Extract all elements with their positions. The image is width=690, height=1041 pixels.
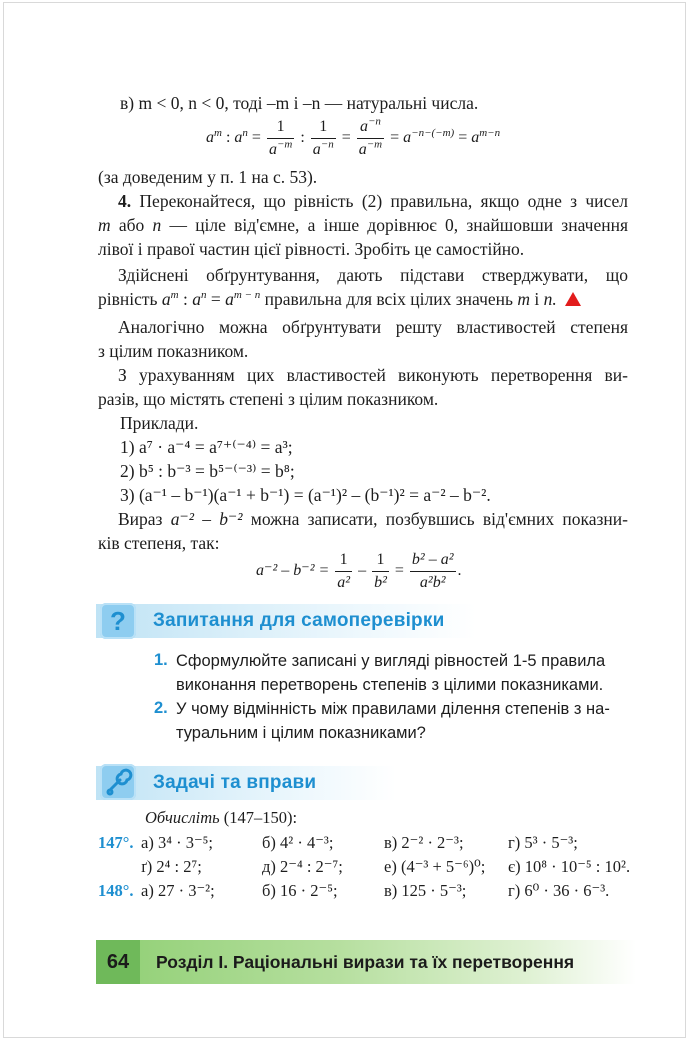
expression-text: Вираз — [118, 509, 163, 529]
formula-minus: – — [358, 562, 367, 580]
case-line — [120, 92, 478, 115]
fraction — [311, 117, 336, 160]
fraction-numerator: 1 — [311, 117, 336, 139]
expression-text: можна записати, позбувшись від'ємних показни- — [250, 509, 628, 529]
formula-eq: = — [251, 129, 261, 147]
formula-base: a — [403, 129, 412, 147]
justification-text: і — [534, 289, 540, 309]
compute-label: Обчисліть — [145, 808, 220, 827]
justification-line2 — [98, 288, 581, 311]
formula-exp: −n−(−m) — [411, 126, 455, 139]
fraction-denominator: a²b² — [419, 574, 446, 591]
formula-exp: m — [214, 126, 222, 139]
analog-line2: з цілим показником. — [98, 341, 249, 361]
considering-line2: разів, що містять степені з цілим показником. — [98, 389, 439, 409]
fraction-numerator: b² – a² — [410, 550, 456, 572]
compute-line — [145, 808, 297, 828]
fraction-numerator: a — [359, 118, 368, 135]
question-2-line1: У чому відмінність між правилами ділення степенів з на- — [176, 700, 610, 718]
task-147-v: в) 2⁻² · 2⁻³; — [384, 833, 464, 852]
proof-ref: (за доведеним у п. 1 на с. 53). — [98, 167, 318, 187]
formula-base: a — [234, 129, 243, 147]
analog-line1 — [98, 316, 628, 339]
considering-text: З урахуванням цих властивостей виконують перетворення ви- — [118, 365, 628, 385]
examples-title: Приклади. — [120, 413, 199, 433]
formula-lhs: a⁻² – b⁻² = — [256, 562, 330, 580]
task-148-v: в) 125 · 5⁻³; — [384, 881, 467, 900]
task-147-g: г) 5³ · 5⁻³; — [508, 833, 578, 852]
task-148-a: а) 27 · 3⁻²; — [141, 881, 215, 900]
task-147-e: е) (4⁻³ + 5⁻⁶)⁰; — [384, 857, 486, 876]
wrench-icon — [100, 764, 136, 800]
formula-exp: m — [170, 289, 179, 302]
fraction-numerator: 1 — [372, 550, 389, 572]
fraction-numerator: 1 — [335, 550, 352, 572]
task-147-ye: є) 10⁸ · 10⁻⁵ : 10². — [508, 857, 631, 876]
justification-text: рівність — [98, 289, 158, 309]
tasks-icon — [100, 764, 136, 800]
page-number: 64 — [96, 940, 140, 984]
justification-text: Здійснені обґрунтування, дають підстави стверджувати, що — [118, 265, 628, 285]
question-1-line1: Сформулюйте записані у вигляді рівностей 1-5 правила — [176, 652, 606, 670]
formula-base: a — [206, 129, 214, 147]
question-2-line2: туральним і цілим показниками? — [176, 724, 426, 742]
step4-block — [98, 191, 628, 211]
fraction-denominator: a — [358, 141, 367, 158]
expression-line2: ків степеня, так: — [98, 533, 220, 553]
expression-formula: a⁻² – b⁻² — [170, 509, 243, 529]
fraction — [410, 550, 456, 593]
task-147-number: 147°. — [98, 833, 134, 852]
fraction — [267, 117, 294, 160]
task-147-d: д) 2⁻⁴ : 2⁻⁷; — [262, 857, 343, 876]
var-m: m — [517, 289, 531, 309]
case-condition: m < 0, n < 0, тоді –m і –n — натуральні числа. — [138, 93, 479, 113]
formula-base: a — [225, 289, 234, 309]
task-147-a: а) 3⁴ · 3⁻⁵; — [141, 833, 213, 852]
fraction — [335, 550, 352, 593]
task-147-g2: ґ) 2⁴ : 2⁷; — [141, 857, 202, 876]
considering-line1 — [98, 364, 628, 387]
case-label: в) — [120, 93, 135, 113]
analog-text: Аналогічно можна обґрунтувати решту властивостей степеня — [118, 317, 628, 337]
formula-division: $a^m$ : $a^n$ = $\frac{1}{a^{-m}}$ : $\frac{1}{a^{-n}}$ = $\frac{a^{-n}}{a^{-m}}$ = $a^{-n-(-m)} = a^{m-n}$ — [206, 115, 501, 158]
formula-dot: . — [457, 562, 462, 580]
question-number: 2. — [154, 699, 168, 717]
var-m: m — [98, 215, 111, 235]
fraction — [357, 117, 384, 160]
justification-line1 — [98, 264, 628, 287]
question-1-line2: виконання перетворень степенів з цілими показниками. — [176, 676, 604, 694]
example-2: 2) b⁵ : b⁻³ = b⁵⁻⁽⁻³⁾ = b⁸; — [120, 461, 295, 481]
formula-exp: −m — [276, 138, 293, 151]
step4-text: Переконайтеся, що рівність (2) правильна, якщо одне з чисел — [139, 191, 629, 211]
formula-colon: : — [178, 289, 193, 309]
justification-text: правильна для всіх цілих значень — [264, 289, 513, 309]
question-icon — [100, 603, 136, 639]
formula-eq: = — [394, 562, 404, 580]
formula-exp: n — [242, 126, 248, 139]
formula-difference — [256, 550, 462, 593]
formula-colon: : — [225, 129, 231, 147]
fraction-denominator: b² — [374, 574, 387, 591]
end-of-proof-icon — [565, 292, 581, 306]
task-148-number: 148°. — [98, 881, 134, 900]
fraction-denominator: a — [268, 141, 277, 158]
formula-exp: −n — [367, 115, 381, 128]
chapter-title: Розділ І. Раціональні вирази та їх перетворення — [156, 952, 575, 972]
step4-line3: лівої і правої частин цієї рівності. Зробіть це самостійно. — [98, 239, 525, 259]
task-147-b: б) 4² · 4⁻³; — [262, 833, 334, 852]
step4-line2 — [98, 214, 628, 237]
var-n: n — [152, 215, 162, 235]
fraction-numerator: 1 — [267, 117, 294, 139]
formula-base: a — [192, 289, 201, 309]
fraction-denominator: a² — [337, 574, 351, 591]
formula-exp: m−n — [479, 126, 501, 139]
formula-exp: −m — [366, 138, 383, 151]
fraction-denominator: a — [312, 141, 321, 158]
formula-base: a — [471, 129, 480, 147]
formula-eq: = — [206, 289, 226, 309]
task-148-g: г) 6⁰ · 36 · 6⁻³. — [508, 881, 610, 900]
example-3: 3) (a⁻¹ – b⁻¹)(a⁻¹ + b⁻¹) = (a⁻¹)² – (b⁻¹)² = a⁻² – b⁻². — [120, 485, 491, 505]
question-glyph: ? — [110, 606, 126, 636]
formula-exp: n — [200, 289, 207, 302]
var-n: n. — [543, 289, 557, 309]
formula-exp: m − n — [233, 289, 261, 302]
step4-line1 — [98, 190, 628, 213]
step4-text: — ціле від'ємне, а інше дорівнює 0, знайшовши значення — [169, 215, 628, 235]
expression-line1 — [98, 508, 628, 531]
self-check-title: Запитання для самоперевірки — [153, 610, 445, 631]
formula-exp: −n — [320, 138, 334, 151]
step4-number: 4. — [118, 191, 132, 211]
question-number: 1. — [154, 651, 168, 669]
task-148-b: б) 16 · 2⁻⁵; — [262, 881, 338, 900]
fraction — [372, 550, 389, 593]
tasks-title: Задачі та вправи — [153, 772, 317, 793]
compute-range: (147–150): — [223, 808, 298, 827]
formula-base: a — [161, 289, 171, 309]
step4-text: або — [118, 215, 145, 235]
example-1: 1) a⁷ · a⁻⁴ = a⁷⁺⁽⁻⁴⁾ = a³; — [120, 437, 293, 457]
